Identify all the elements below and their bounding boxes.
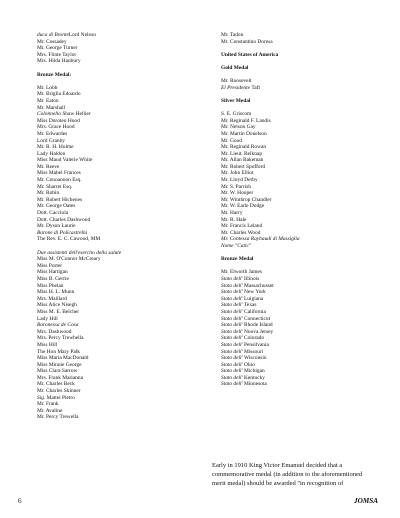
italic-text: Stato dell' [221,355,245,362]
entry-text: Mr. Charles Skinner [37,388,81,395]
entry-text: The Rev. E. C. Cawood, MM [37,236,101,243]
entry-text: Mr. Sharret Esq. [37,183,73,190]
list-item [37,362,205,369]
entry-text: Mr. Dyson Laurie [37,223,76,230]
list-item [37,223,205,230]
italic-text: Stato dell' [221,289,245,296]
entry-text: Miss M. O'Connor McCreary [37,256,101,263]
list-item [221,289,381,296]
entry-text: Miss Alice Nisegh [37,302,77,309]
entry-text: Mr. Conoannon Esq. [37,177,82,184]
list-item [37,236,205,243]
italic-text: Stato dell' [221,282,245,289]
entry-text: Mr. Lobb [37,84,58,91]
entry-text: Mr. John Elliot [221,170,254,177]
list-item [37,39,205,46]
section-heading [221,256,381,263]
entry-text: Mr. Cossadey [37,38,67,45]
entry-text: Mr. Edwardes [37,130,68,137]
list-item [37,144,205,151]
list-item [221,381,381,388]
list-item [37,157,205,164]
list-item [37,58,205,65]
list-item [37,32,205,39]
entry-text: Mr. Avaline [37,407,63,414]
entry-text: Mr. Marshall [37,104,66,111]
italic-text: Stato dell' [221,315,245,322]
list-item [221,243,381,250]
list-item [37,263,205,270]
entry-text: S. E. Griscom [221,111,252,118]
list-item [221,32,381,39]
italic-text: Sig. [37,394,47,401]
journal-name: JOMSA [354,497,378,505]
entry-text: California [244,308,266,315]
list-item [221,111,381,118]
list-item [221,269,381,276]
list-item [221,349,381,356]
entry-text: Mrs. Maillard [37,295,67,302]
entry-text: Luigiana [244,295,264,302]
entry-text: Nuova Jersey [244,328,274,335]
list-item [37,111,205,118]
spacer [221,263,381,270]
paragraph-line: merit medal) should be awarded "in recognition of [212,479,344,487]
italic-text: Stato dell' [221,308,245,315]
entry-text: Mr. Percy Trewella [37,414,79,421]
list-item [37,335,205,342]
entry-text: Dott. Charles Dashwood [37,216,91,223]
list-item [221,296,381,303]
list-item [37,283,205,290]
entry-text: Mr. Eaton [37,97,59,104]
entry-text: Mr. Charles Wood [221,229,261,236]
entry-text: Miss Doroteo Hood [37,117,80,124]
entry-text: Mr. Reginald Rowan [221,144,267,151]
paragraph-line: Early in 1910 King Victor Emanuel decided that a [212,462,343,469]
entry-text: Mr. Robert Hichenes [37,196,83,203]
list-item [221,316,381,323]
list-item [221,236,381,243]
section-heading [37,72,205,79]
list-item [37,316,205,323]
entry-text: Miss H. L. Munn [37,289,75,296]
list-item [37,408,205,415]
entry-text: Connecticut [244,315,271,322]
entry-text: Massachusset [244,282,274,289]
entry-text: Miss Phelan [37,282,64,289]
entry-text: Miss Minnie George [37,361,82,368]
italic-text: Stato dell' [221,335,245,342]
entry-text: Texas [244,302,257,309]
italic-text: Stato dell' [221,328,245,335]
paragraph-line: commemorative medal (in addition to the aforementioned [212,470,363,478]
entry-text: Mr. George Turner [37,45,78,52]
entry-text: Miss M. E. Belcher [37,308,80,315]
italic-text: duca di Bronte [37,32,69,38]
entry-text: Mrs. Frank Marianna [37,374,83,381]
entry-text: Kentucky [244,374,265,381]
entry-text: Mr. Reginald F. Landis [221,117,271,124]
list-item [221,283,381,290]
spacer [37,243,205,250]
list-item [37,329,205,336]
entry-text: Minnesota [244,381,267,388]
entry-text: Bronze Medal [221,256,254,263]
list-item [37,45,205,52]
left-column [37,32,205,421]
list-item [37,217,205,224]
entry-text: Mr. Constantino Doresa [221,38,273,45]
list-item [221,309,381,316]
italic-text: Nome "Catic" [221,243,252,249]
entry-text: Miss Maud Valerie White [37,157,93,164]
entry-text: Colorado [244,335,265,342]
entry-text: Mr. Briglia Edoardo [37,91,81,98]
entry-text: Miss Clara Sarrow [37,368,78,375]
right-column [221,32,381,388]
italic-text: Barone di Policastrella [37,229,88,236]
list-item [221,170,381,177]
spacer [221,72,381,79]
list-item [37,269,205,276]
body-paragraph [212,462,386,489]
entry-text: Mr. Tadon [221,32,244,38]
entry-text: Mr. Lieut. Belknap [221,150,263,157]
entry-text: Mr. Reeve [37,163,60,170]
list-item [37,118,205,125]
entry-text: Mr. S. Parrish [221,183,251,190]
list-item [221,138,381,145]
list-item [221,151,381,158]
list-item [221,39,381,46]
list-item [37,250,205,257]
list-item [221,197,381,204]
list-item [37,309,205,316]
list-item [221,329,381,336]
entry-text: Taft [251,84,260,91]
entry-text: Mr. Nelson Gay [221,124,256,131]
list-item [37,164,205,171]
entry-text: United States of America [221,51,279,58]
section-heading [221,98,381,105]
list-item [37,296,205,303]
list-item [37,289,205,296]
italic-text: Stato dell' [221,295,245,302]
entry-text: Mr. Lloyd Derby [221,177,258,184]
entry-text: Mr. George Oates [37,203,76,210]
entry-text: Lady Haldon [37,150,66,157]
italic-text: Mr. Contessa Raybaudi di Massiglia [221,236,300,243]
entry-text: Mr. Charles Beck [37,381,75,388]
entry-text: Mr. Good [221,137,242,144]
list-item [221,230,381,237]
italic-text: Due assistenti dell'esercito della salute [37,249,122,256]
list-item [37,197,205,204]
list-item [221,210,381,217]
entry-text: Lord Nelson [68,32,96,38]
entry-text: Mr. W. Hooper [221,190,254,197]
entry-text: Lord Granby [37,137,65,144]
list-item [37,349,205,356]
italic-text: Stato dell' [221,361,245,368]
list-item [221,335,381,342]
list-item [37,52,205,59]
list-item [221,368,381,375]
entry-text: Miss Maria MacDonald [37,355,89,362]
spacer [221,250,381,257]
entry-text: Mrs. Dashwood [37,328,72,335]
italic-text: Stato dell' [221,381,245,388]
spacer [221,91,381,98]
list-item [221,124,381,131]
entry-text: Mr. R. H. Holme [37,144,74,151]
list-item [221,144,381,151]
list-item [37,105,205,112]
list-item [37,190,205,197]
entry-text: Bronze Medal: [37,71,72,78]
italic-text: Stato dell' [221,275,245,282]
list-item [221,375,381,382]
list-item [221,85,381,92]
entry-text: Mr. Martin Donelson [221,130,267,137]
entry-text: Mr. Francis Leland [221,223,263,230]
entry-text: Mr. R. Hale [221,216,247,223]
entry-text: Miss Hartigan [37,269,68,276]
list-item [37,355,205,362]
entry-text: Mrs. Grace Hood [37,124,75,131]
list-item [37,98,205,105]
entry-text: New York [244,289,266,296]
list-item [37,401,205,408]
list-item [221,322,381,329]
entry-text: Mr. Allan Bakeman [221,157,264,164]
entry-text: Lady Hill [37,315,58,322]
entry-text: Illinois [244,275,260,282]
list-item [221,342,381,349]
list-item [37,388,205,395]
italic-text: El Presidente [221,84,252,91]
list-item [221,177,381,184]
entry-text: Mr. W. Earle Dodge [221,203,265,210]
list-item [37,322,205,329]
entry-text: Mr. Winthrop Chandler [221,196,272,203]
list-item [37,91,205,98]
list-item [37,368,205,375]
entry-text: Michigan [244,368,265,375]
list-item [37,210,205,217]
entry-text: Ohio [244,361,255,368]
entry-text: Miss Porter [37,262,63,269]
italic-text: Stato dell' [221,341,245,348]
list-item [221,164,381,171]
list-item [221,131,381,138]
list-item [221,157,381,164]
list-item [221,302,381,309]
list-item [221,223,381,230]
list-item [221,78,381,85]
section-heading [221,65,381,72]
list-item [37,395,205,402]
entry-text: Wisconsin [244,355,267,362]
list-item [37,131,205,138]
list-item [37,342,205,349]
list-item [37,302,205,309]
list-item [37,138,205,145]
list-item [221,118,381,125]
italic-text: Colonnello [37,111,63,118]
list-item [221,276,381,283]
entry-text: Rhode Island [244,322,273,329]
italic-text: Stato dell' [221,368,245,375]
italic-text: Stato dell' [221,348,245,355]
entry-text: Mrs. Flinte Taylor [37,51,77,58]
entry-text: Shaw Hellier [62,111,91,118]
spacer [221,58,381,65]
list-item [37,414,205,421]
entry-text: Silver Medal [221,97,251,104]
list-item [37,230,205,237]
entry-text: Gold Medal [221,64,249,71]
list-item [221,217,381,224]
list-item [221,362,381,369]
entry-text: Miss Hill [37,341,58,348]
list-item [37,256,205,263]
entry-text: Pensilvania [244,341,269,348]
list-item [221,203,381,210]
entry-text: The Hon Mary Palk [37,348,80,355]
list-item [37,124,205,131]
entry-text: Mrs. Hilda Hanbury [37,58,81,65]
spacer [221,105,381,112]
entry-text: Miss Mabel Frances [37,170,81,177]
entry-text: Mattei Pietro [46,394,75,401]
italic-text: Stato dell' [221,374,245,381]
entry-text: Mr. Frank [37,401,59,408]
entry-text: Miss B. Gerrie [37,275,69,282]
list-item [37,375,205,382]
entry-text: Dott. Cacciola [37,210,69,217]
list-item [37,170,205,177]
list-item [37,177,205,184]
italic-text: Baronessa de Cosa [37,322,79,329]
entry-text: Mrs. Percy Trewbella [37,335,84,342]
spacer [221,45,381,52]
italic-text: Stato dell' [221,322,245,329]
list-item [37,381,205,388]
list-item [37,151,205,158]
italic-text: Stato dell' [221,302,245,309]
list-item [37,276,205,283]
list-item [37,203,205,210]
list-item [37,184,205,191]
list-item [221,184,381,191]
entry-text: Missouri [244,348,264,355]
list-item [221,355,381,362]
entry-text: Mr. Roosevelt [221,78,252,85]
entry-text: Mr. Robert Spofford [221,163,266,170]
list-item [37,85,205,92]
page-number: 6 [18,497,22,505]
spacer [37,65,205,72]
list-item [221,190,381,197]
spacer [37,78,205,85]
section-heading [221,52,381,59]
entry-text: Mr. Robin [37,190,60,197]
entry-text: Mr. Harry [221,210,243,217]
entry-text: Mr. Elworth James [221,269,262,276]
